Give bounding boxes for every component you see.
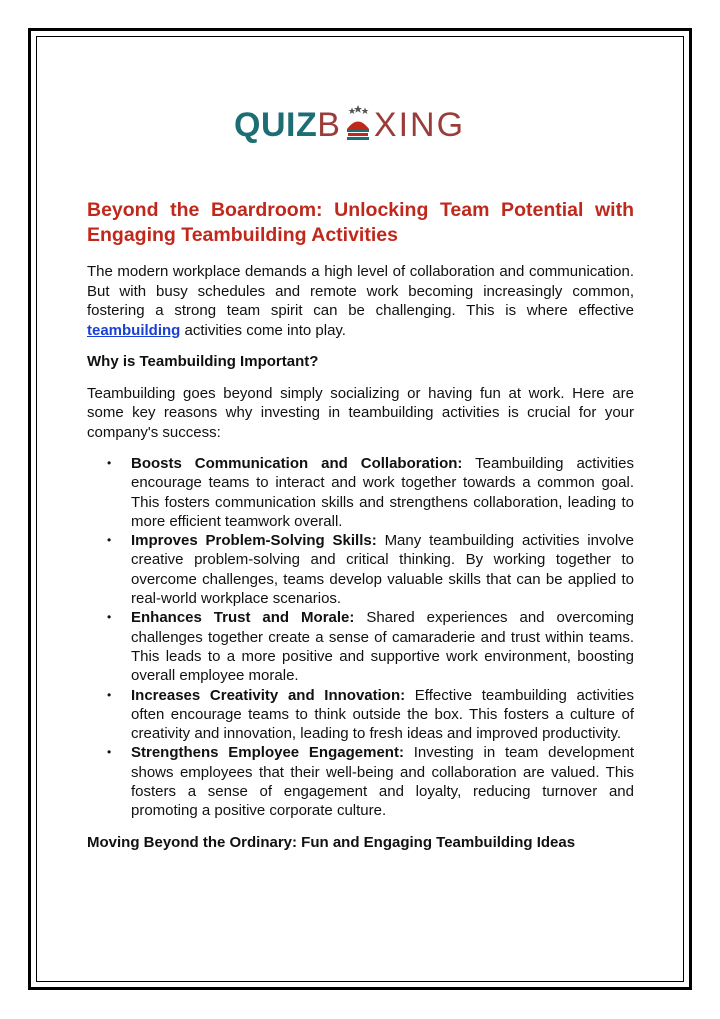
list-item-text: Investing in team development shows employees that their well-being and collaboration are valued. This fosters a sense of engagement and loyalty, reducing turnover and promoting a positive corporate culture. xyxy=(131,744,634,820)
list-item-text: Shared experiences and overcoming challenges together create a sense of camaraderie and trust within teams. This leads to a more positive and supportive work environment, boosting overall employee morale. xyxy=(131,609,634,685)
boxing-ring-stars-icon xyxy=(343,102,373,142)
list-item xyxy=(87,531,634,608)
logo-quiz-text: QUIZ xyxy=(234,106,318,144)
section-why-paragraph: Teambuilding goes beyond simply socializing or having fun at work. Here are some key reasons why investing in teambuilding activities is crucial for your company's success: xyxy=(87,384,634,441)
section-heading-ideas: Moving Beyond the Ordinary: Fun and Engaging Teambuilding Ideas xyxy=(87,833,576,851)
article-title: Beyond the Boardroom: Unlocking Team Potential with Engaging Teambuilding Activities xyxy=(87,199,634,246)
section-heading-why: Why is Teambuilding Important? xyxy=(87,353,319,370)
intro-text-after: activities come into play. xyxy=(180,321,346,339)
list-item-lead: Improves Problem-Solving Skills: xyxy=(131,532,377,550)
list-item xyxy=(87,454,634,531)
intro-text-before: The modern workplace demands a high level of collaboration and communication. But with busy schedules and remote work becoming increasingly common, fostering a strong team spirit can be challenging. This is where effective xyxy=(87,263,634,319)
logo-b-letter: B xyxy=(317,106,342,144)
bullet-icon: • xyxy=(107,687,112,702)
bullet-icon: • xyxy=(107,456,112,470)
article-body xyxy=(87,198,634,864)
list-item-text: Many teambuilding activities involve creative problem-solving and critical thinking. By working together to overcome challenges, teams develop valuable skills that can be applied to real-world workplace scenarios. xyxy=(131,532,634,608)
logo-xing-text: XING xyxy=(373,106,466,144)
list-item-text: Teambuilding activities encourage teams to interact and work together towards a common goal. This fosters communication skills and strengthens collaboration, leading to more efficient teamwork overall. xyxy=(131,455,634,530)
list-item xyxy=(87,743,634,820)
benefits-list xyxy=(87,454,634,821)
list-item xyxy=(87,686,634,744)
bullet-icon: • xyxy=(107,745,112,760)
list-item-lead: Strengthens Employee Engagement: xyxy=(131,744,404,762)
quizboxing-logo xyxy=(234,92,494,142)
intro-paragraph xyxy=(87,262,634,340)
logo-boxing-text xyxy=(317,102,465,142)
list-item-lead: Enhances Trust and Morale: xyxy=(131,609,355,627)
bullet-icon: • xyxy=(107,610,112,625)
list-item xyxy=(87,608,634,685)
list-item-lead: Increases Creativity and Innovation: xyxy=(131,686,406,704)
teambuilding-link[interactable]: teambuilding xyxy=(87,321,181,339)
list-item-text: Effective teambuilding activities often encourage teams to think outside the box. This fosters a culture of creativity and innovation, leading to fresh ideas and improved productivity. xyxy=(131,686,634,743)
list-item-lead: Boosts Communication and Collaboration: xyxy=(131,455,463,472)
bullet-icon: • xyxy=(107,533,112,548)
